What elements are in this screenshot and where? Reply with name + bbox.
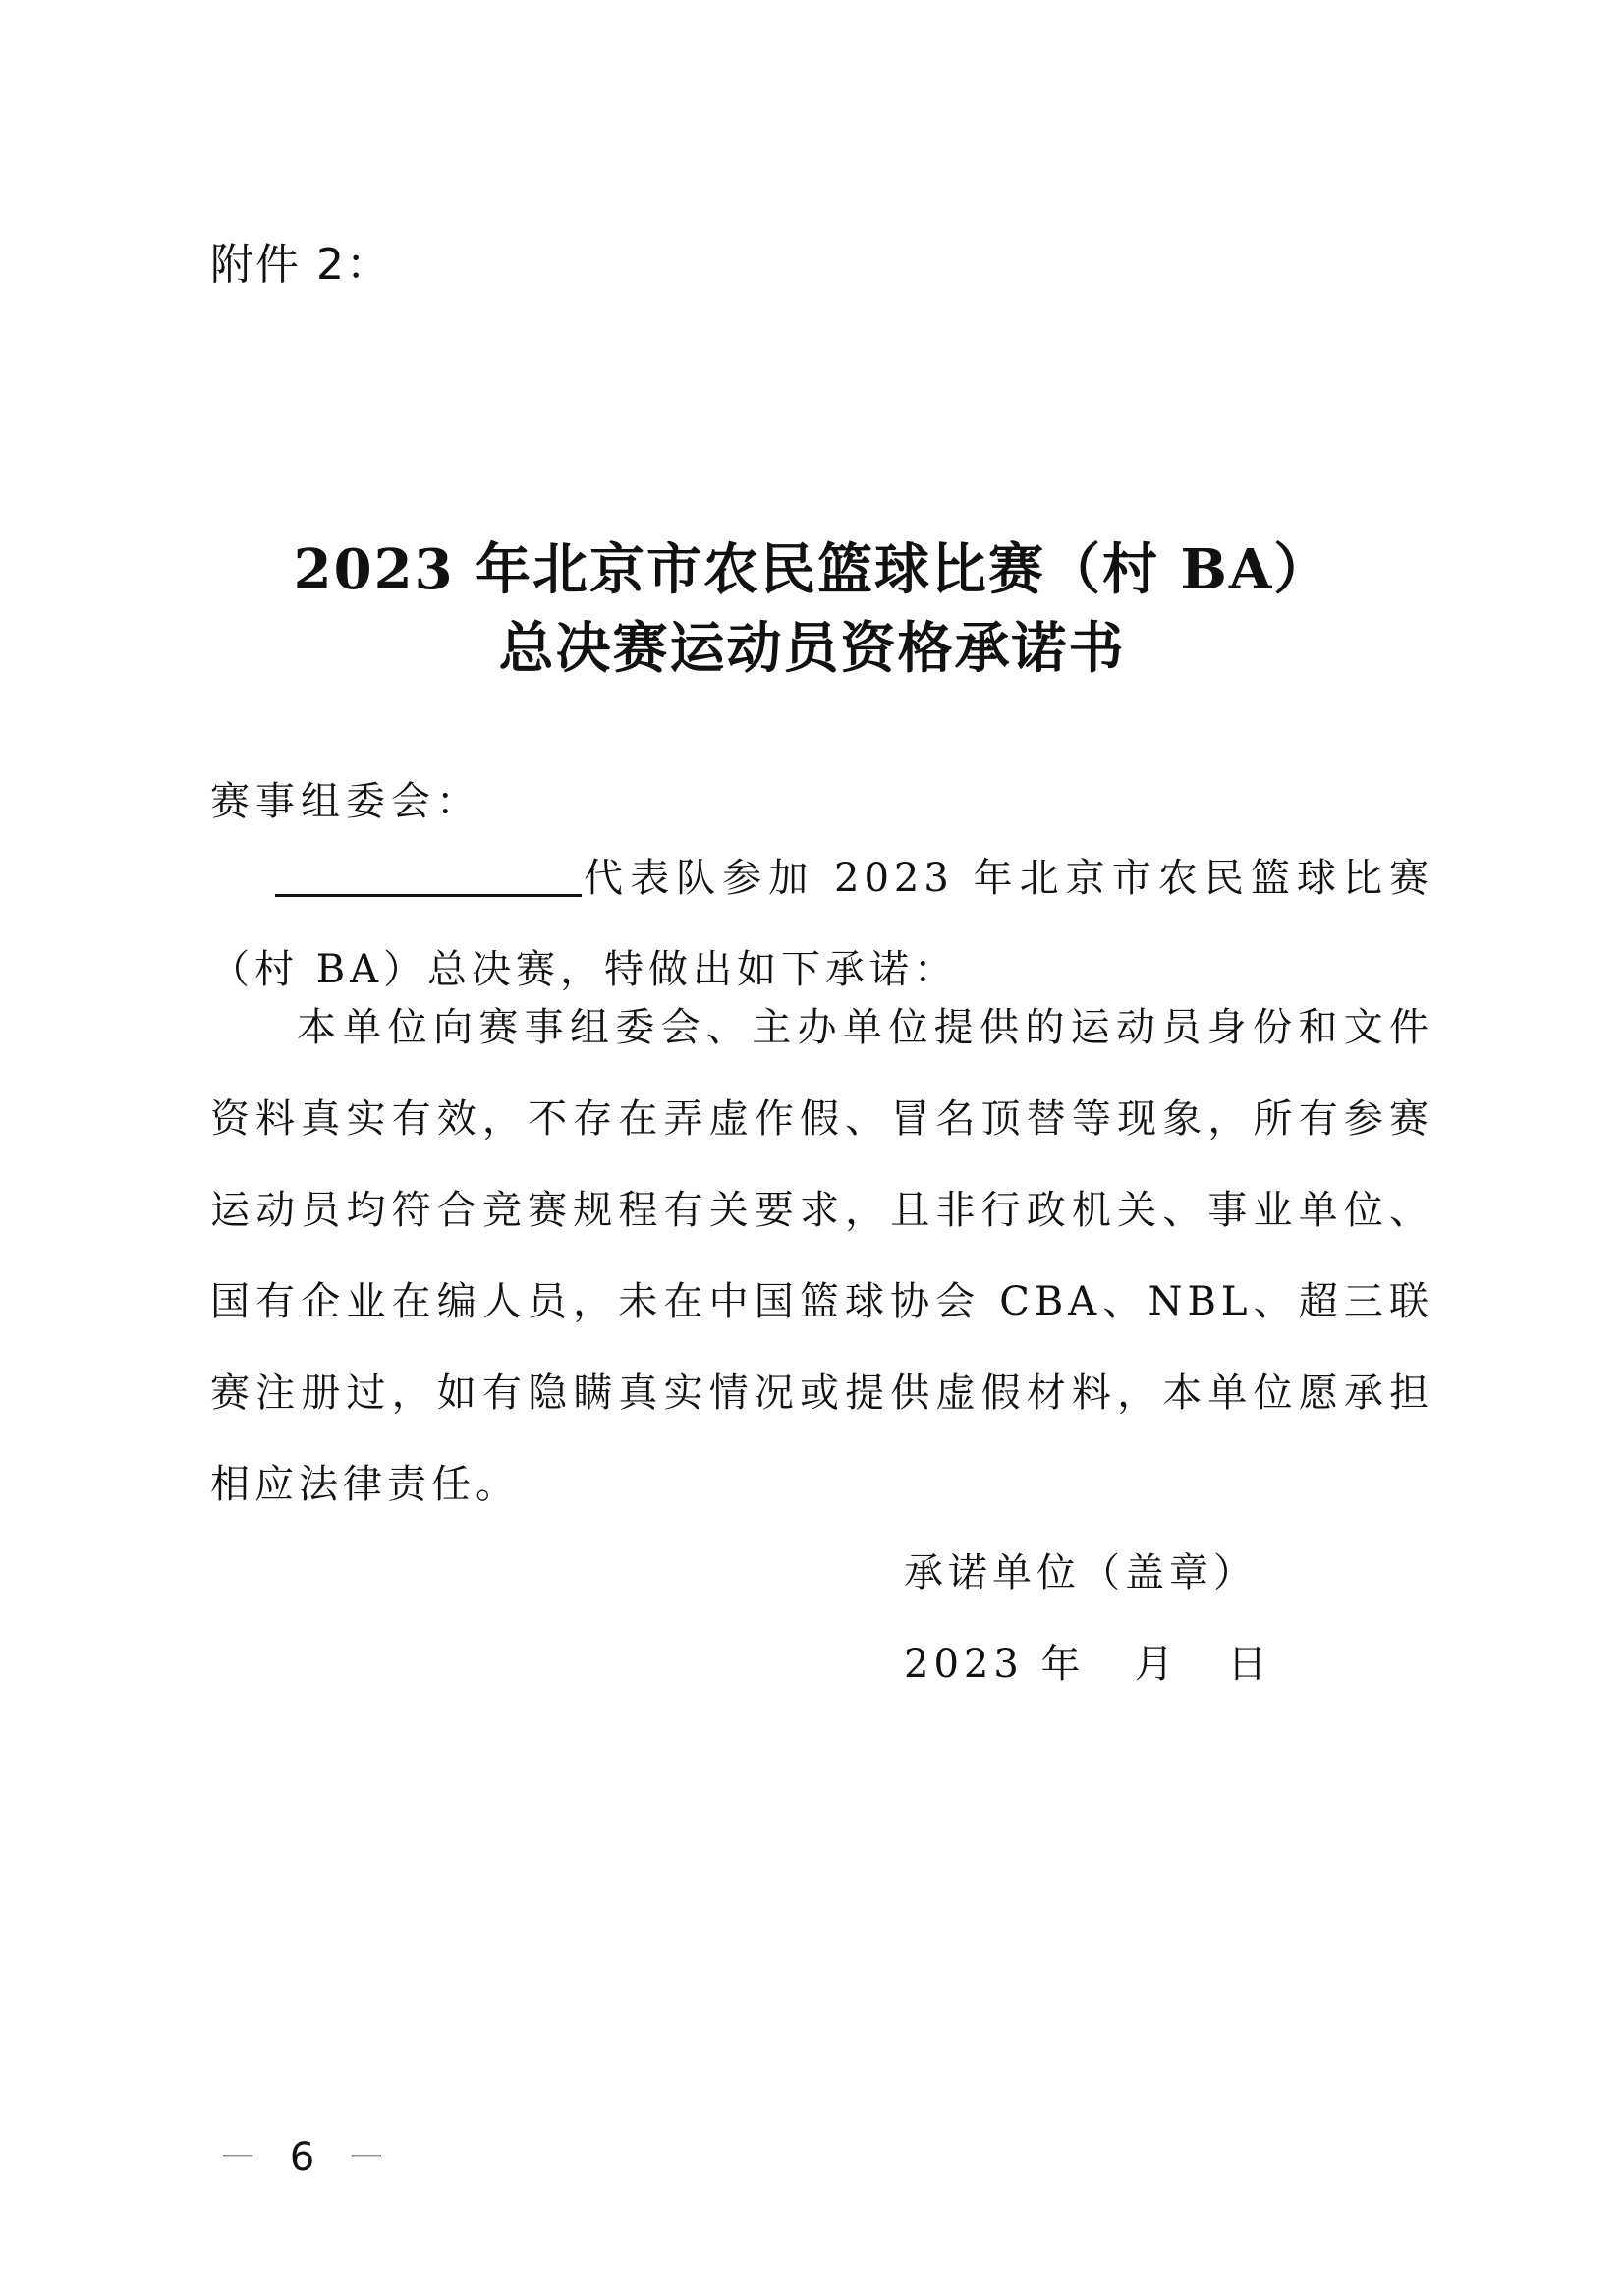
salutation: 赛事组委会： bbox=[210, 779, 481, 824]
commitment-body-paragraph: 本单位向赛事组委会、主办单位提供的运动员身份和文件资料真实有效，不存在弄虚作假、冒名顶替等现象，所有参赛运动员均符合竞赛规程有关要求，且非行政机关、事业单位、国有企业在编人员，未在中国篮球协会 CBA、NBL、超三联赛注册过，如有隐瞒真实情况或提供虚假材料，本单位愿承担相应法律责任。 bbox=[210, 1005, 1433, 1507]
date-year: 2023 年 bbox=[904, 1642, 1086, 1687]
document-title-line-2: 总决赛运动员资格承诺书 bbox=[498, 616, 1126, 681]
date-day: 日 bbox=[1227, 1642, 1272, 1687]
signature-block bbox=[904, 1528, 1272, 1710]
team-name-blank[interactable] bbox=[275, 855, 582, 897]
signing-unit-label: 承诺单位（盖章） bbox=[904, 1550, 1258, 1596]
document-title-line-1: 2023 年北京市农民篮球比赛（村 BA） bbox=[293, 537, 1331, 602]
date-month: 月 bbox=[1134, 1642, 1179, 1687]
attachment-label: 附件 2： bbox=[210, 240, 391, 290]
date-line bbox=[904, 1619, 1272, 1710]
commitment-intro-text: 代表队参加 2023 年北京市农民篮球比赛（村 BA）总决赛，特做出如下承诺： bbox=[210, 856, 1433, 992]
page-number: － 6 － bbox=[218, 2135, 396, 2180]
